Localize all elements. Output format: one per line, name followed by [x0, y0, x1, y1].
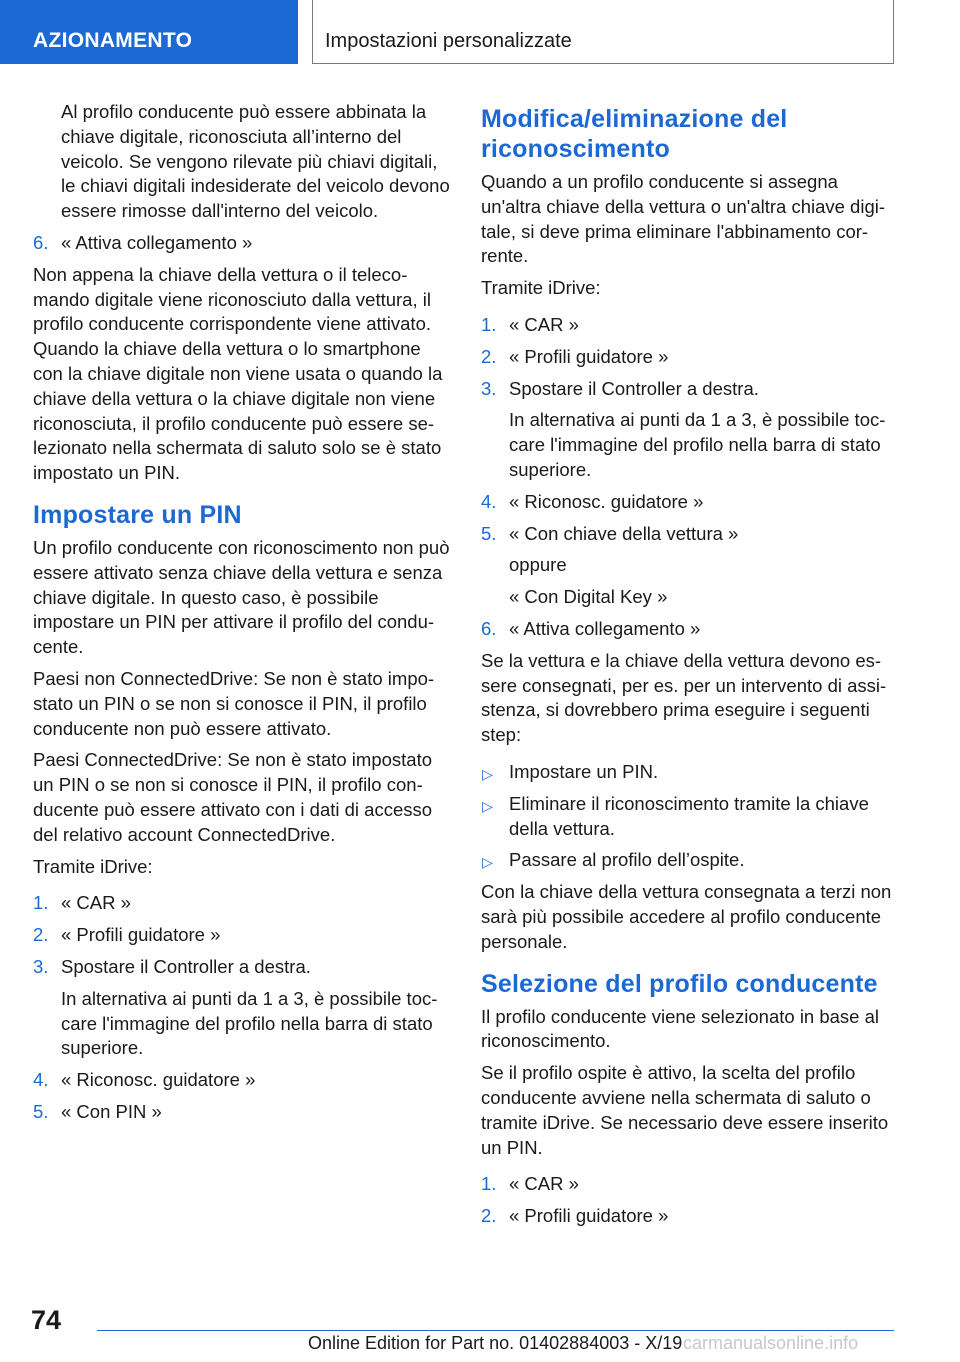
- step-text: Spostare il Controller a destra.: [509, 377, 759, 399]
- step-text: « Profili guidatore »: [509, 345, 669, 367]
- step-text: « CAR »: [509, 1173, 579, 1195]
- step-number: 5.: [481, 522, 497, 544]
- list-item: [481, 345, 899, 370]
- step-number: 1.: [481, 1173, 497, 1195]
- list-item: [481, 522, 899, 547]
- step-number: 5.: [33, 1100, 49, 1122]
- chapter-title: Impostazioni personalizzate: [325, 30, 572, 52]
- paragraph: Non appena la chiave della vettura o il telecomando digitale viene riconosciuto dalla vettura, il profilo conducente corrispondente viene attivato. Quando la chiave della vettura o lo smartphone con la chiave digitale non viene usata o quando la chiave della vettura o la chiave digitale non viene riconosciuta, il profilo conducente può essere selezionato nella schermata di saluto solo se è stato impostato un PIN.: [33, 263, 443, 484]
- list-item: [33, 1100, 451, 1125]
- step-note: In alternativa ai punti da 1 a 3, è possibile toccare l'immagine del profilo nella barra di stato superiore.: [61, 987, 438, 1059]
- chapter-tab: [312, 0, 894, 64]
- step-number: 1.: [33, 892, 49, 914]
- footer-divider: [97, 1330, 894, 1331]
- paragraph: Un profilo conducente con riconoscimento non può essere attivato senza chiave della vettura e senza chiave digitale. In questo caso, è possibile impostare un PIN per attivare il profilo del conducente.: [33, 536, 450, 658]
- bullet-text: Eliminare il riconoscimento tramite la chiave della vettura.: [509, 792, 869, 839]
- step-text: « CAR »: [509, 313, 579, 335]
- step-text: « Riconosc. guidatore »: [509, 490, 704, 512]
- step-text: « Con PIN »: [61, 1100, 162, 1122]
- page-number: 74: [31, 1305, 62, 1335]
- step-number: 1.: [481, 313, 497, 335]
- step-text: « Profili guidatore »: [61, 924, 221, 946]
- continued-paragraph: Al profilo conducente può essere abbinata la chiave digitale, riconosciuta all’interno del veicolo. Se vengono rilevate più chiavi digitali, le chiavi digitali indesiderate del veicolo devono essere rimosse dall'interno del veicolo.: [61, 101, 450, 222]
- bullet-text: Passare al profilo dell’ospite.: [509, 849, 745, 871]
- paragraph: Tramite iDrive:: [481, 277, 601, 299]
- paragraph: Con la chiave della vettura consegnata a terzi non sarà più possibile accedere al profilo conducente personale.: [481, 881, 892, 952]
- section-heading: Selezione del profilo conducente: [481, 969, 878, 998]
- step-number: 2.: [481, 1205, 497, 1227]
- step-number: 3.: [33, 955, 49, 977]
- step-number: 2.: [481, 345, 497, 367]
- step-number: 2.: [33, 924, 49, 946]
- paragraph: Paesi ConnectedDrive: Se non è stato impostato un PIN o se non si conosce il PIN, il profilo conducente può essere attivato con i dati di accesso del relativo account ConnectedDrive.: [33, 749, 433, 845]
- list-item: [481, 313, 899, 338]
- step-text: « Riconosc. guidatore »: [61, 1069, 256, 1091]
- section-title: AZIONAMENTO: [33, 29, 193, 52]
- list-item: [33, 1068, 451, 1093]
- paragraph: Quando a un profilo conducente si assegna un'altra chiave della vettura o un'altra chiave digitale, si deve prima eliminare l'abbinamento corrente.: [481, 171, 886, 267]
- steps-list: [33, 891, 451, 1124]
- step-alternative: « Con Digital Key »: [509, 586, 668, 608]
- steps-list: [481, 313, 899, 642]
- section-heading: Modifica/eliminazione del riconoscimento: [481, 105, 788, 163]
- left-column: [33, 100, 451, 1132]
- paragraph: Paesi non ConnectedDrive: Se non è stato impostato un PIN o se non si conosce il PIN, il profilo conducente non può essere attivato.: [33, 667, 435, 739]
- step-number: 4.: [481, 490, 497, 512]
- bullet-text: Impostare un PIN.: [509, 760, 659, 782]
- step-text: « Profili guidatore »: [509, 1205, 669, 1227]
- list-item: [481, 848, 899, 873]
- triangle-bullet-icon: ▷: [482, 765, 493, 782]
- list-item: [33, 955, 451, 980]
- step-number: 6.: [481, 617, 497, 639]
- step-text: « Con chiave della vettura »: [509, 522, 739, 544]
- paragraph: Se il profilo ospite è attivo, la scelta del profilo conducente avviene nella schermata di saluto o tramite iDrive. Se necessario deve essere inserito un PIN.: [481, 1062, 889, 1158]
- list-item: [481, 1172, 899, 1197]
- list-item: [481, 760, 899, 785]
- list-item: [481, 792, 899, 842]
- step-number: 3.: [481, 377, 497, 399]
- right-column: [481, 104, 899, 1236]
- list-item: [481, 377, 899, 402]
- list-item: [33, 231, 451, 256]
- step-number: 6.: [33, 231, 49, 253]
- list-item: [481, 617, 899, 642]
- section-heading: Impostare un PIN: [33, 500, 242, 529]
- list-item: [33, 891, 451, 916]
- list-item: [481, 490, 899, 515]
- section-tab: [0, 0, 298, 64]
- paragraph: Tramite iDrive:: [33, 855, 153, 877]
- triangle-bullet-icon: ▷: [482, 854, 493, 871]
- step-text: « CAR »: [61, 892, 131, 914]
- footer-edition: Online Edition for Part no. 01402884003 - X/19: [308, 1333, 683, 1353]
- step-note: In alternativa ai punti da 1 a 3, è possibile toccare l'immagine del profilo nella barra di stato superiore.: [509, 409, 886, 480]
- step-text: « Attiva collegamento »: [61, 231, 253, 253]
- triangle-bullet-icon: ▷: [482, 797, 493, 814]
- paragraph: Se la vettura e la chiave della vettura devono essere consegnati, per es. per un intervento di assistenza, si dovrebbero prima eseguire i seguenti step:: [481, 649, 887, 746]
- step-or: oppure: [509, 554, 567, 576]
- steps-list: [481, 1172, 899, 1229]
- list-item: [481, 1204, 899, 1229]
- step-number: 4.: [33, 1069, 49, 1091]
- step-text: « Attiva collegamento »: [509, 617, 701, 639]
- bullet-list: [481, 760, 899, 873]
- step-text: Spostare il Controller a destra.: [61, 955, 311, 977]
- watermark: carmanualsonline.info: [683, 1333, 859, 1353]
- list-item: [33, 923, 451, 948]
- paragraph: Il profilo conducente viene selezionato in base al riconoscimento.: [481, 1005, 880, 1052]
